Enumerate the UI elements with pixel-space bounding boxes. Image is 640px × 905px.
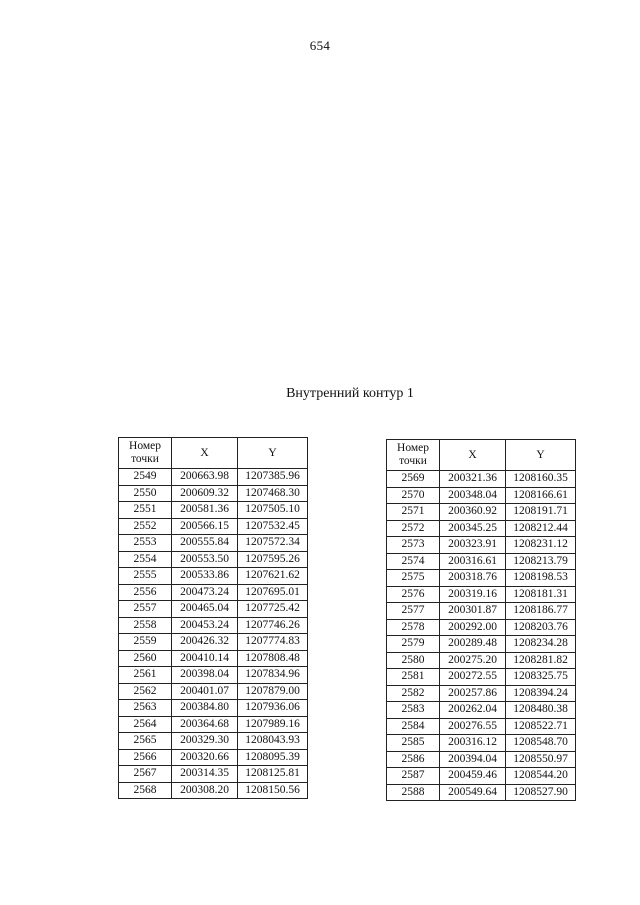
- cell-x: 200318.76: [440, 570, 506, 587]
- cell-y: 1207621.62: [238, 568, 308, 585]
- cell-y: 1207808.48: [238, 650, 308, 667]
- cell-point-number: 2558: [119, 617, 172, 634]
- cell-x: 200262.04: [440, 702, 506, 719]
- cell-x: 200384.80: [172, 700, 238, 717]
- cell-y: 1208527.90: [506, 784, 576, 801]
- header-point-number: [387, 440, 440, 471]
- table-row: [387, 570, 576, 587]
- cell-point-number: 2568: [119, 782, 172, 799]
- cell-y: 1208234.28: [506, 636, 576, 653]
- cell-y: 1208203.76: [506, 619, 576, 636]
- table-row: [387, 537, 576, 554]
- cell-y: 1208186.77: [506, 603, 576, 620]
- cell-point-number: 2549: [119, 469, 172, 486]
- table-row: [387, 652, 576, 669]
- cell-y: 1208125.81: [238, 766, 308, 783]
- cell-y: 1207936.06: [238, 700, 308, 717]
- table-row: [119, 667, 308, 684]
- table-row: [119, 700, 308, 717]
- table-row: [119, 485, 308, 502]
- table-row: [387, 685, 576, 702]
- table-row: [387, 751, 576, 768]
- table-row: [119, 502, 308, 519]
- table-row: [119, 650, 308, 667]
- cell-y: 1207774.83: [238, 634, 308, 651]
- table-row: [387, 553, 576, 570]
- cell-point-number: 2567: [119, 766, 172, 783]
- cell-x: 200323.91: [440, 537, 506, 554]
- cell-point-number: 2556: [119, 584, 172, 601]
- cell-point-number: 2553: [119, 535, 172, 552]
- cell-x: 200275.20: [440, 652, 506, 669]
- cell-point-number: 2575: [387, 570, 440, 587]
- cell-y: 1207725.42: [238, 601, 308, 618]
- table-row: [119, 716, 308, 733]
- cell-y: 1208325.75: [506, 669, 576, 686]
- cell-x: 200555.84: [172, 535, 238, 552]
- cell-x: 200320.66: [172, 749, 238, 766]
- cell-point-number: 2551: [119, 502, 172, 519]
- table-row: [387, 586, 576, 603]
- cell-x: 200289.48: [440, 636, 506, 653]
- cell-y: 1208095.39: [238, 749, 308, 766]
- table-row: [387, 520, 576, 537]
- table-row: [387, 471, 576, 488]
- cell-point-number: 2550: [119, 485, 172, 502]
- cell-y: 1208150.56: [238, 782, 308, 799]
- cell-y: 1207505.10: [238, 502, 308, 519]
- cell-point-number: 2563: [119, 700, 172, 717]
- cell-point-number: 2577: [387, 603, 440, 620]
- cell-point-number: 2578: [387, 619, 440, 636]
- cell-y: 1208550.97: [506, 751, 576, 768]
- cell-x: 200549.64: [440, 784, 506, 801]
- table-row: [387, 636, 576, 653]
- table-row: [119, 535, 308, 552]
- table-row: [119, 469, 308, 486]
- cell-point-number: 2579: [387, 636, 440, 653]
- header-y: Y: [238, 438, 308, 469]
- cell-point-number: 2572: [387, 520, 440, 537]
- cell-x: 200316.12: [440, 735, 506, 752]
- cell-x: 200348.04: [440, 487, 506, 504]
- header-x: X: [440, 440, 506, 471]
- cell-y: 1208548.70: [506, 735, 576, 752]
- header-x: X: [172, 438, 238, 469]
- cell-point-number: 2581: [387, 669, 440, 686]
- table-row: [387, 784, 576, 801]
- cell-y: 1208480.38: [506, 702, 576, 719]
- table-body: [387, 471, 576, 801]
- cell-x: 200276.55: [440, 718, 506, 735]
- cell-y: 1208160.35: [506, 471, 576, 488]
- table-row: [387, 702, 576, 719]
- cell-x: 200314.35: [172, 766, 238, 783]
- cell-x: 200459.46: [440, 768, 506, 785]
- table-row: [119, 782, 308, 799]
- cell-x: 200453.24: [172, 617, 238, 634]
- cell-x: 200329.30: [172, 733, 238, 750]
- cell-x: 200398.04: [172, 667, 238, 684]
- table-row: [119, 733, 308, 750]
- table-row: [387, 603, 576, 620]
- cell-y: 1207532.45: [238, 518, 308, 535]
- cell-x: 200272.55: [440, 669, 506, 686]
- cell-x: 200663.98: [172, 469, 238, 486]
- cell-y: 1208281.82: [506, 652, 576, 669]
- cell-point-number: 2584: [387, 718, 440, 735]
- cell-point-number: 2570: [387, 487, 440, 504]
- cell-point-number: 2573: [387, 537, 440, 554]
- table-row: [119, 601, 308, 618]
- cell-point-number: 2569: [387, 471, 440, 488]
- cell-x: 200321.36: [440, 471, 506, 488]
- cell-point-number: 2557: [119, 601, 172, 618]
- cell-point-number: 2571: [387, 504, 440, 521]
- cell-x: 200292.00: [440, 619, 506, 636]
- cell-y: 1207879.00: [238, 683, 308, 700]
- cell-point-number: 2552: [119, 518, 172, 535]
- cell-point-number: 2587: [387, 768, 440, 785]
- table-row: [119, 766, 308, 783]
- coordinates-table-left: [118, 437, 308, 799]
- table-row: [387, 669, 576, 686]
- table-row: [119, 634, 308, 651]
- cell-y: 1207989.16: [238, 716, 308, 733]
- cell-y: 1207595.26: [238, 551, 308, 568]
- header-point-line1: Номер: [397, 442, 429, 454]
- cell-y: 1208544.20: [506, 768, 576, 785]
- cell-x: 200426.32: [172, 634, 238, 651]
- cell-y: 1207746.26: [238, 617, 308, 634]
- cell-point-number: 2574: [387, 553, 440, 570]
- cell-point-number: 2561: [119, 667, 172, 684]
- table-header-row: [387, 440, 576, 471]
- cell-x: 200360.92: [440, 504, 506, 521]
- header-y: Y: [506, 440, 576, 471]
- cell-y: 1207468.30: [238, 485, 308, 502]
- cell-y: 1208043.93: [238, 733, 308, 750]
- table-row: [119, 568, 308, 585]
- cell-point-number: 2582: [387, 685, 440, 702]
- table-row: [119, 518, 308, 535]
- cell-y: 1207572.34: [238, 535, 308, 552]
- cell-point-number: 2566: [119, 749, 172, 766]
- cell-y: 1208212.44: [506, 520, 576, 537]
- cell-point-number: 2559: [119, 634, 172, 651]
- table-row: [387, 735, 576, 752]
- section-title: Внутренний контур 1: [286, 386, 414, 401]
- cell-x: 200319.16: [440, 586, 506, 603]
- cell-x: 200394.04: [440, 751, 506, 768]
- cell-y: 1207695.01: [238, 584, 308, 601]
- cell-x: 200566.15: [172, 518, 238, 535]
- header-point-line2: точки: [399, 455, 427, 467]
- cell-point-number: 2564: [119, 716, 172, 733]
- cell-point-number: 2580: [387, 652, 440, 669]
- cell-x: 200345.25: [440, 520, 506, 537]
- cell-y: 1208522.71: [506, 718, 576, 735]
- cell-point-number: 2586: [387, 751, 440, 768]
- table-row: [119, 617, 308, 634]
- cell-x: 200465.04: [172, 601, 238, 618]
- cell-x: 200609.32: [172, 485, 238, 502]
- cell-y: 1208394.24: [506, 685, 576, 702]
- cell-point-number: 2585: [387, 735, 440, 752]
- cell-y: 1208181.31: [506, 586, 576, 603]
- cell-point-number: 2560: [119, 650, 172, 667]
- header-point-line1: Номер: [129, 440, 161, 452]
- cell-x: 200553.50: [172, 551, 238, 568]
- cell-y: 1208213.79: [506, 553, 576, 570]
- cell-y: 1207834.96: [238, 667, 308, 684]
- table-row: [387, 619, 576, 636]
- cell-x: 200301.87: [440, 603, 506, 620]
- table-row: [387, 487, 576, 504]
- cell-y: 1208191.71: [506, 504, 576, 521]
- cell-point-number: 2576: [387, 586, 440, 603]
- cell-x: 200473.24: [172, 584, 238, 601]
- cell-x: 200401.07: [172, 683, 238, 700]
- cell-point-number: 2588: [387, 784, 440, 801]
- coordinates-table-right: [386, 439, 576, 801]
- table-row: [387, 768, 576, 785]
- page-number: 654: [309, 38, 331, 53]
- cell-x: 200533.86: [172, 568, 238, 585]
- table-header-row: [119, 438, 308, 469]
- cell-x: 200581.36: [172, 502, 238, 519]
- cell-x: 200308.20: [172, 782, 238, 799]
- table-row: [387, 718, 576, 735]
- header-point-number: [119, 438, 172, 469]
- table-row: [119, 584, 308, 601]
- table-row: [119, 749, 308, 766]
- cell-point-number: 2565: [119, 733, 172, 750]
- cell-y: 1208231.12: [506, 537, 576, 554]
- cell-y: 1208198.53: [506, 570, 576, 587]
- cell-x: 200257.86: [440, 685, 506, 702]
- cell-point-number: 2554: [119, 551, 172, 568]
- cell-x: 200316.61: [440, 553, 506, 570]
- table-row: [387, 504, 576, 521]
- header-point-line2: точки: [131, 453, 159, 465]
- table-row: [119, 683, 308, 700]
- cell-x: 200410.14: [172, 650, 238, 667]
- cell-y: 1207385.96: [238, 469, 308, 486]
- cell-y: 1208166.61: [506, 487, 576, 504]
- cell-point-number: 2562: [119, 683, 172, 700]
- cell-x: 200364.68: [172, 716, 238, 733]
- table-body: [119, 469, 308, 799]
- table-row: [119, 551, 308, 568]
- cell-point-number: 2583: [387, 702, 440, 719]
- cell-point-number: 2555: [119, 568, 172, 585]
